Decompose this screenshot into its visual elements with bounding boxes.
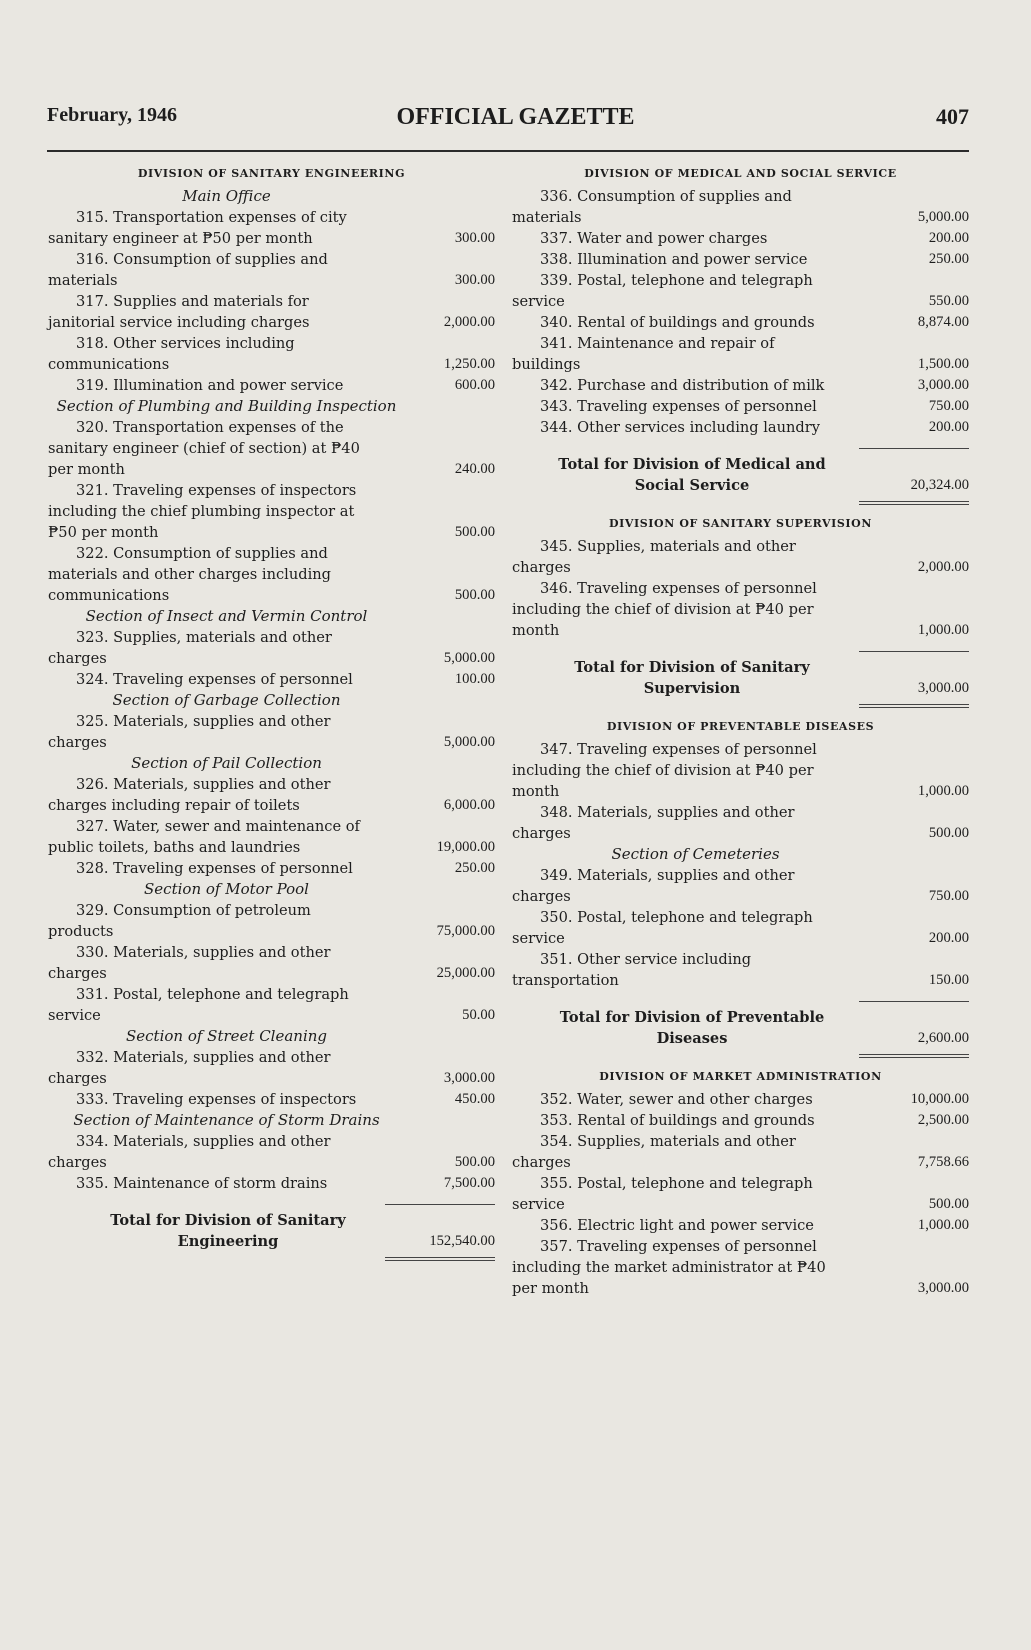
budget-item <box>512 1236 969 1299</box>
item-text: 319. Illumination and power service <box>76 377 344 394</box>
section-heading: Section of Insect and Vermin Control <box>85 607 368 625</box>
item-amount: 7,758.66 <box>917 1154 969 1170</box>
item-text: 336. Consumption of supplies and materials <box>512 188 792 226</box>
total-double-rule <box>385 1257 495 1258</box>
item-amount: 600.00 <box>454 377 495 393</box>
item-amount: 1,500.00 <box>917 356 969 372</box>
page-title: OFFICIAL GAZETTE <box>396 104 635 130</box>
section-heading: Section of Plumbing and Building Inspection <box>56 397 397 415</box>
division-total <box>48 1210 495 1252</box>
budget-item <box>48 942 495 984</box>
budget-item <box>512 312 969 333</box>
item-text: 327. Water, sewer and maintenance of public toilets, baths and laundries <box>48 818 360 856</box>
budget-item <box>48 984 495 1026</box>
budget-item <box>512 949 969 991</box>
total-rule <box>385 1204 495 1205</box>
item-amount: 75,000.00 <box>436 923 495 939</box>
header-rule <box>47 150 969 152</box>
section-heading: Section of Street Cleaning <box>125 1027 328 1045</box>
item-amount: 8,874.00 <box>917 314 969 330</box>
budget-item <box>48 1173 495 1194</box>
budget-item <box>48 333 495 375</box>
item-text: 351. Other service including transportation <box>512 951 752 989</box>
item-text: 332. Materials, supplies and other charges <box>48 1049 331 1087</box>
section-heading: Section of Cemeteries <box>611 845 780 863</box>
budget-item <box>512 802 969 844</box>
item-amount: 7,500.00 <box>443 1175 495 1191</box>
budget-item <box>512 1215 969 1236</box>
budget-item <box>512 536 969 578</box>
budget-item <box>512 249 969 270</box>
item-amount: 150.00 <box>928 972 969 988</box>
section-heading: Section of Garbage Collection <box>112 691 341 709</box>
item-text: 353. Rental of buildings and grounds <box>540 1112 815 1129</box>
division-heading: DIVISION OF SANITARY ENGINEERING <box>137 167 406 180</box>
division-total <box>512 1007 969 1049</box>
header-date: February, 1946 <box>47 104 177 126</box>
item-amount: 1,000.00 <box>917 1217 969 1233</box>
item-text: 339. Postal, telephone and telegraph service <box>512 272 813 310</box>
budget-item <box>48 900 495 942</box>
item-amount: 200.00 <box>928 930 969 946</box>
item-amount: 200.00 <box>928 419 969 435</box>
budget-item <box>512 228 969 249</box>
item-amount: 3,000.00 <box>443 1070 495 1086</box>
budget-item <box>512 186 969 228</box>
total-double-rule <box>859 707 969 708</box>
item-text: 324. Traveling expenses of personnel <box>76 671 353 688</box>
total-amount: 20,324.00 <box>910 477 969 493</box>
budget-item <box>48 480 495 543</box>
item-amount: 500.00 <box>454 1154 495 1170</box>
division-heading: DIVISION OF SANITARY SUPERVISION <box>609 517 872 530</box>
budget-item <box>512 578 969 641</box>
total-amount: 152,540.00 <box>429 1233 495 1249</box>
item-text: 340. Rental of buildings and grounds <box>540 314 815 331</box>
budget-item <box>48 543 495 606</box>
total-text: Total for Division of Sanitary Engineering <box>110 1212 346 1250</box>
page-number: 407 <box>936 104 969 129</box>
section-heading: Section of Pail Collection <box>131 754 322 772</box>
item-text: 352. Water, sewer and other charges <box>540 1091 813 1108</box>
budget-item <box>512 1110 969 1131</box>
budget-item <box>48 1131 495 1173</box>
item-text: 338. Illumination and power service <box>540 251 808 268</box>
item-amount: 2,000.00 <box>443 314 495 330</box>
division-heading: DIVISION OF PREVENTABLE DISEASES <box>606 720 875 733</box>
item-text: 318. Other services including communications <box>48 335 295 373</box>
total-rule <box>859 1001 969 1002</box>
total-amount: 3,000.00 <box>917 680 969 696</box>
item-text: 344. Other services including laundry <box>540 419 820 436</box>
item-amount: 500.00 <box>928 825 969 841</box>
total-rule <box>859 651 969 652</box>
item-text: 325. Materials, supplies and other charges <box>48 713 331 751</box>
item-amount: 500.00 <box>454 587 495 603</box>
item-amount: 5,000.00 <box>443 734 495 750</box>
budget-item <box>512 375 969 396</box>
item-text: 350. Postal, telephone and telegraph service <box>512 909 813 947</box>
item-amount: 5,000.00 <box>443 650 495 666</box>
total-double-rule <box>859 1054 969 1055</box>
item-text: 326. Materials, supplies and other charges including repair of toilets <box>48 776 331 814</box>
item-amount: 5,000.00 <box>917 209 969 225</box>
budget-item <box>512 1173 969 1215</box>
item-amount: 240.00 <box>454 461 495 477</box>
item-text: 328. Traveling expenses of personnel <box>76 860 353 877</box>
item-amount: 2,500.00 <box>917 1112 969 1128</box>
right-column <box>512 162 969 1299</box>
item-text: 343. Traveling expenses of personnel <box>540 398 817 415</box>
item-text: 335. Maintenance of storm drains <box>76 1175 328 1192</box>
budget-item <box>512 1131 969 1173</box>
total-text: Total for Division of Medical and Social Service <box>558 456 826 494</box>
total-double-rule <box>385 1260 495 1261</box>
item-text: 355. Postal, telephone and telegraph service <box>512 1175 813 1213</box>
item-text: 320. Transportation expenses of the sanitary engineer (chief of section) at ₱40 per month <box>48 419 360 478</box>
section-heading: Section of Motor Pool <box>144 880 309 898</box>
item-amount: 550.00 <box>928 293 969 309</box>
item-text: 317. Supplies and materials for janitorial service including charges <box>48 293 310 331</box>
left-column <box>48 162 495 1262</box>
item-amount: 250.00 <box>928 251 969 267</box>
budget-item <box>48 858 495 879</box>
item-text: 323. Supplies, materials and other charges <box>48 629 332 667</box>
item-text: 316. Consumption of supplies and materials <box>48 251 328 289</box>
budget-item <box>48 816 495 858</box>
item-amount: 25,000.00 <box>436 965 495 981</box>
item-amount: 750.00 <box>928 398 969 414</box>
budget-item <box>512 417 969 438</box>
total-text: Total for Division of Preventable Diseases <box>559 1009 825 1047</box>
item-text: 321. Traveling expenses of inspectors including the chief plumbing inspector at ₱50 per month <box>48 482 357 541</box>
item-amount: 500.00 <box>928 1196 969 1212</box>
budget-item <box>48 669 495 690</box>
item-amount: 450.00 <box>454 1091 495 1107</box>
item-text: 356. Electric light and power service <box>540 1217 814 1234</box>
item-text: 357. Traveling expenses of personnel including the market administrator at ₱40 per month <box>512 1238 826 1297</box>
item-text: 337. Water and power charges <box>540 230 768 247</box>
budget-item <box>512 739 969 802</box>
item-amount: 19,000.00 <box>436 839 495 855</box>
item-amount: 200.00 <box>928 230 969 246</box>
budget-item <box>48 249 495 291</box>
total-rule <box>859 448 969 449</box>
total-amount: 2,600.00 <box>917 1030 969 1046</box>
item-amount: 300.00 <box>454 230 495 246</box>
item-amount: 3,000.00 <box>917 377 969 393</box>
item-text: 346. Traveling expenses of personnel including the chief of division at ₱40 per month <box>512 580 817 639</box>
budget-item <box>512 396 969 417</box>
budget-item <box>48 417 495 480</box>
item-text: 315. Transportation expenses of city sanitary engineer at ₱50 per month <box>48 209 347 247</box>
budget-item <box>48 711 495 753</box>
budget-item <box>512 270 969 312</box>
item-amount: 6,000.00 <box>443 797 495 813</box>
total-double-rule <box>859 504 969 505</box>
budget-item <box>48 1047 495 1089</box>
item-amount: 300.00 <box>454 272 495 288</box>
item-text: 354. Supplies, materials and other charges <box>512 1133 796 1171</box>
item-text: 330. Materials, supplies and other charges <box>48 944 331 982</box>
division-total <box>512 454 969 496</box>
budget-item <box>48 375 495 396</box>
item-amount: 100.00 <box>454 671 495 687</box>
total-double-rule <box>859 501 969 502</box>
total-double-rule <box>859 1057 969 1058</box>
item-text: 341. Maintenance and repair of buildings <box>512 335 775 373</box>
item-amount: 3,000.00 <box>917 1280 969 1296</box>
item-text: 334. Materials, supplies and other charges <box>48 1133 331 1171</box>
item-text: 349. Materials, supplies and other charges <box>512 867 795 905</box>
budget-item <box>512 907 969 949</box>
item-text: 333. Traveling expenses of inspectors <box>76 1091 357 1108</box>
item-text: 322. Consumption of supplies and materials and other charges including communications <box>48 545 331 604</box>
item-amount: 500.00 <box>454 524 495 540</box>
item-amount: 1,250.00 <box>443 356 495 372</box>
item-text: 329. Consumption of petroleum products <box>48 902 311 940</box>
item-amount: 750.00 <box>928 888 969 904</box>
item-amount: 250.00 <box>454 860 495 876</box>
total-double-rule <box>859 704 969 705</box>
item-amount: 1,000.00 <box>917 783 969 799</box>
section-heading: Section of Maintenance of Storm Drains <box>73 1111 380 1129</box>
item-text: 345. Supplies, materials and other charges <box>512 538 796 576</box>
budget-item <box>48 291 495 333</box>
total-text: Total for Division of Sanitary Supervision <box>574 659 810 697</box>
item-text: 331. Postal, telephone and telegraph service <box>48 986 349 1024</box>
budget-item <box>512 1089 969 1110</box>
division-heading: DIVISION OF MEDICAL AND SOCIAL SERVICE <box>584 167 897 180</box>
budget-item <box>48 207 495 249</box>
division-heading: DIVISION OF MARKET ADMINISTRATION <box>599 1070 882 1083</box>
section-heading: Main Office <box>182 187 271 205</box>
item-text: 347. Traveling expenses of personnel including the chief of division at ₱40 per month <box>512 741 817 800</box>
budget-item <box>512 865 969 907</box>
item-amount: 2,000.00 <box>917 559 969 575</box>
item-amount: 10,000.00 <box>910 1091 969 1107</box>
item-amount: 1,000.00 <box>917 622 969 638</box>
item-text: 342. Purchase and distribution of milk <box>540 377 825 394</box>
budget-item <box>48 774 495 816</box>
division-total <box>512 657 969 699</box>
budget-item <box>512 333 969 375</box>
budget-item <box>48 627 495 669</box>
item-amount: 50.00 <box>462 1007 495 1023</box>
item-text: 348. Materials, supplies and other charges <box>512 804 795 842</box>
budget-item <box>48 1089 495 1110</box>
